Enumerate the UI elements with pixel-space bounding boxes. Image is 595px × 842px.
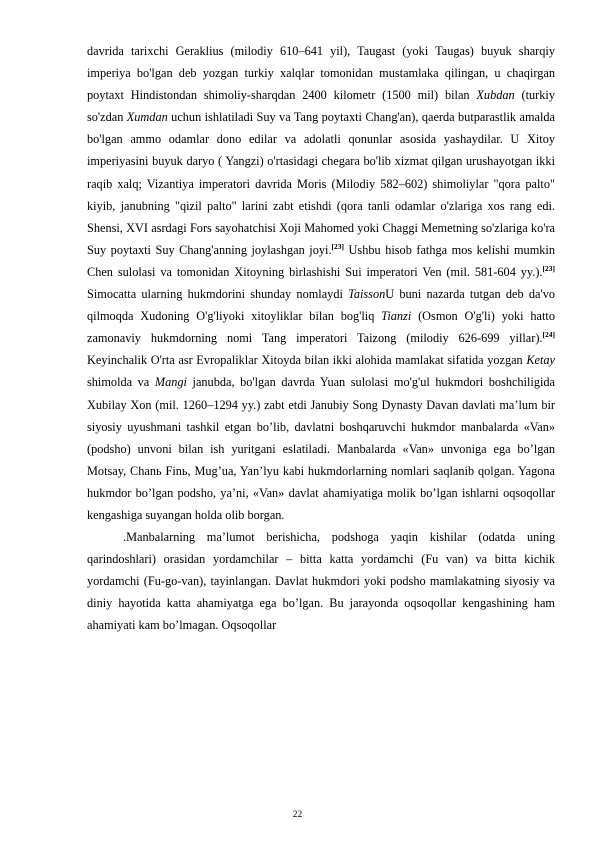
- text-run: davrida tarixchi Geraklius (milodiy 610–641 yil), Taugast (yoki Taugas) buyuk sharqiy imperiya bo'lgan deb yozgan turkiy xalqlar tomonidan mustamlaka qilingan, u chaqirgan poytaxt Hindistondan shimoliy-sharqdan 2400 kilometr (1500 mil) bilan: [87, 44, 555, 103]
- italic-term-xubdan: Xubdan: [476, 88, 515, 103]
- page-number: 22: [292, 810, 303, 820]
- italic-term-mangi: Mangi: [154, 375, 187, 390]
- citation-23[interactable]: [23]: [542, 263, 555, 273]
- text-run: U buni nazarda tutgan deb da'vo qilmoqda Xudoning O'g'liyoki xitoyliklar bilan bog'liq: [87, 287, 555, 324]
- paragraph-1: [87, 40, 555, 526]
- paragraph-2: .Manbalarning ma’lumot berishicha, podshoga yaqin kishilar (odatda uning qarindoshlari) orasidan yordamchilar – bitta katta yordamchi (Fu van) va bitta kichik yordamchi (Fu-go-van), tayinlangan. Davlat hukmdori yoki podsho mamlakatning siyosiy va diniy hayotida katta ahamiyatga ega bo’lgan. Bu jarayonda oqsoqollar kengashining ham ahamiyati kam bo’lmagan. Oqsoqollar: [87, 530, 555, 633]
- text-run: Keyinchalik O'rta asr Evropaliklar Xitoyda bilan ikki alohida mamlakat sifatida yozgan: [87, 353, 527, 368]
- citation-23[interactable]: [23]: [331, 241, 345, 251]
- text-run: Ushbu hisob fathga mos kelishi mumkin Chen sulolasi va tomonidan Xitoyning birlashishi Sui imperatori Ven (mil. 581-604 yy.).: [87, 242, 555, 279]
- text-run: uchun ishlatiladi Suy va Tang poytaxti Chang'an), qaerda butparastlik amalda bo'lgan ammo odamlar dono edilar va adolatli qonunlar asosida yashaydilar. U Xitoy imperiyasini buyuk daryo ( Yangzi) o'rtasidagi chegara bo'lib xizmat qilgan urushayotgan ikki raqib xalq; Vizantiya imperatori davrida Moris (Milodiy 582–602) shimoliylar "qora palto" kiyib, janubning "qizil palto" larini zabt etishdi (qora tanli odamlar o'zlariga xos rang edi. Shensi, XVI asrdagi Fors sayohatchisi Xoji Mahomed yoki Chaggi Memetning so'zlariga ko'ra Suy poytaxti Suy Chang'anning joylashgan joyi.: [87, 110, 555, 257]
- body-text: [87, 40, 555, 637]
- italic-term-tianzi: Tianzi: [381, 309, 412, 324]
- italic-term-ketay: Ketay: [526, 353, 555, 368]
- text-run: shimolda va: [87, 375, 155, 390]
- text-run: (turkiy so'zdan: [87, 88, 555, 125]
- text-run: (Osmon O'g'li) yoki hatto zamonaviy hukmdorning nomi Tang imperatori Taizong (milodiy 626-699 yillar).: [87, 309, 555, 346]
- italic-term-xumdan: Xumdan: [126, 110, 168, 125]
- citation-24[interactable]: [24]: [542, 330, 555, 340]
- text-run: Simocatta ularning hukmdorini shunday nomlaydi: [87, 287, 349, 302]
- text-run: janubda, bo'lgan davrda Yuan sulolasi mo'g'ul hukmdori boshchiligida Xubilay Xon (mil. 1260–1294 yy.) zabt etdi Janubiy Song Dynasty Davan davlati ma’lum bir siyosiy uyushmani tashkil etgan bo’lib, davlatni boshqaruvchi hukmdor manbalarda «Van» (podsho) unvoni bilan ish yuritgani eslatiladi. Manbalarda «Van» unvoniga ega bo’lgan Motsay, Chanь Finь, Mug’ua, Yan’lyu kabi hukmdorlarning nomlari saqlanib qolgan. Yagona hukmdor bo’lgan podsho, ya’ni, «Van» davlat ahamiyatiga molik bo’lgan ishlarni oqsoqollar kengashiga suyangan holda olib borgan.: [87, 375, 555, 522]
- italic-term-taisson: Taisson: [348, 287, 386, 302]
